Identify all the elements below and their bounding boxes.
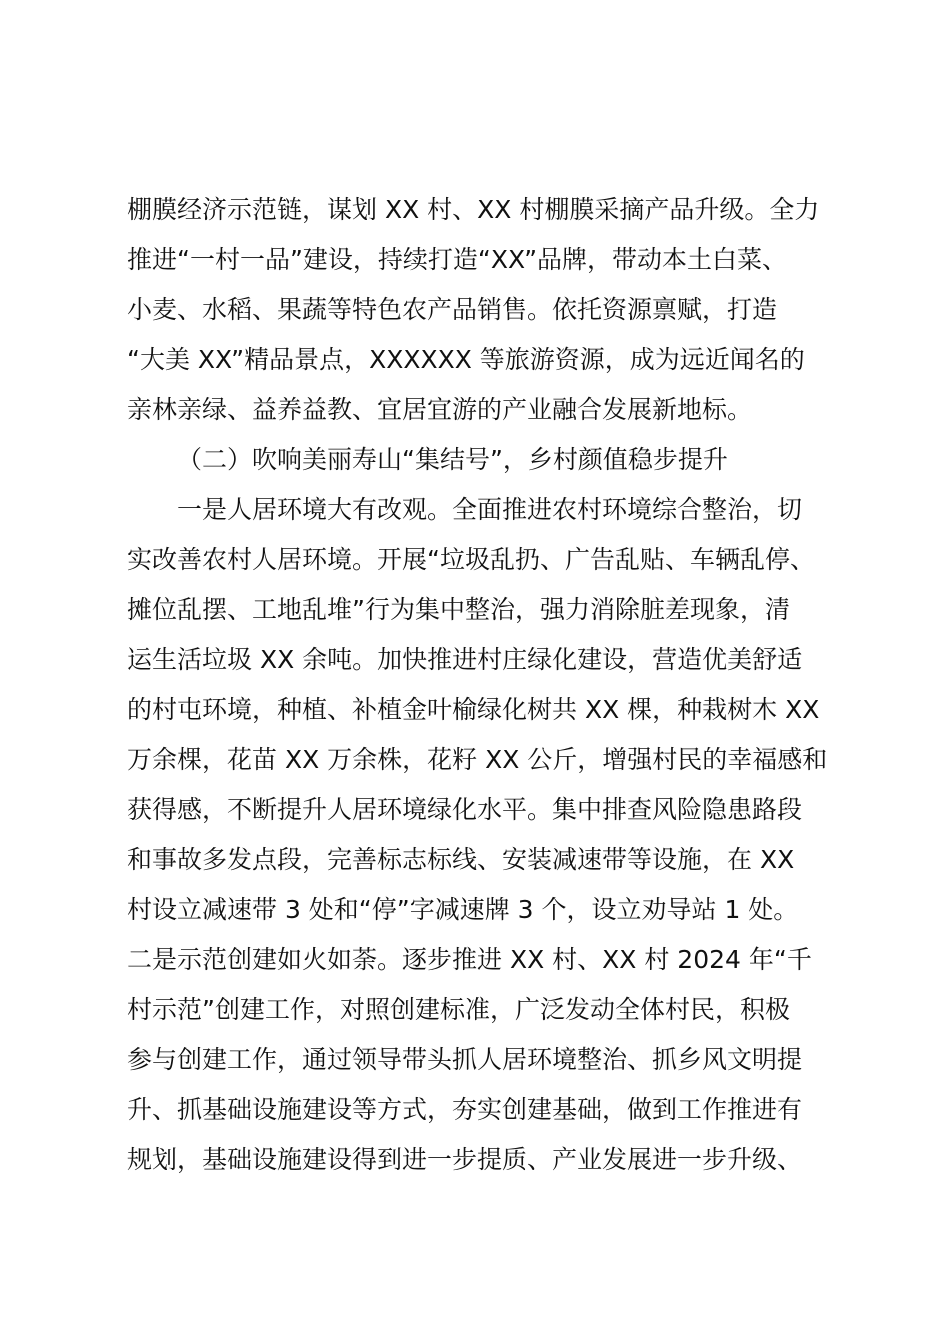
text-line: 运生活垃圾 XX 余吨。加快推进村庄绿化建设，营造优美舒适 xyxy=(127,645,803,674)
section-heading: （二）吹响美丽寿山“集结号”，乡村颜值稳步提升 xyxy=(177,445,728,474)
paragraph-1 xyxy=(127,185,835,435)
text-line: 实改善农村人居环境。开展“垃圾乱扔、广告乱贴、车辆乱停、 xyxy=(127,545,815,574)
text-line: 棚膜经济示范链，谋划 XX 村、XX 村棚膜采摘产品升级。全力 xyxy=(127,195,820,224)
text-line: 万余棵，花苗 XX 万余株，花籽 XX 公斤，增强村民的幸福感和 xyxy=(127,745,828,774)
text-line: 参与创建工作，通过领导带头抓人居环境整治、抓乡风文明提 xyxy=(127,1045,803,1074)
text-line: 推进“一村一品”建设，持续打造“XX”品牌，带动本土白菜、 xyxy=(127,245,788,274)
text-line: 二是示范创建如火如荼。逐步推进 XX 村、XX 村 2024 年“千 xyxy=(127,945,812,974)
document-body xyxy=(127,185,835,1185)
text-line: 一是人居环境大有改观。全面推进农村环境综合整治，切 xyxy=(177,495,803,524)
text-line: “大美 XX”精品景点，XXXXXX 等旅游资源，成为远近闻名的 xyxy=(127,345,805,374)
text-line: 亲林亲绿、益养益教、宜居宜游的产业融合发展新地标。 xyxy=(127,395,753,424)
text-line: 村示范”创建工作，对照创建标准，广泛发动全体村民，积极 xyxy=(127,995,790,1024)
text-line: 的村屯环境，种植、补植金叶榆绿化树共 XX 棵，种栽树木 XX xyxy=(127,695,820,724)
text-line: 小麦、水稻、果蔬等特色农产品销售。依托资源禀赋，打造 xyxy=(127,295,778,324)
text-line: 升、抓基础设施建设等方式，夯实创建基础，做到工作推进有 xyxy=(127,1095,803,1124)
text-line: 规划，基础设施建设得到进一步提质、产业发展进一步升级、 xyxy=(127,1145,803,1174)
text-line: 获得感，不断提升人居环境绿化水平。集中排查风险隐患路段 xyxy=(127,795,803,824)
text-line: 摊位乱摆、工地乱堆”行为集中整治，强力消除脏差现象，清 xyxy=(127,595,790,624)
text-line: 和事故多发点段，完善标志标线、安装减速带等设施，在 XX xyxy=(127,845,795,874)
text-line: 村设立减速带 3 处和“停”字减速牌 3 个，设立劝导站 1 处。 xyxy=(127,895,799,924)
paragraph-2 xyxy=(127,485,835,1185)
